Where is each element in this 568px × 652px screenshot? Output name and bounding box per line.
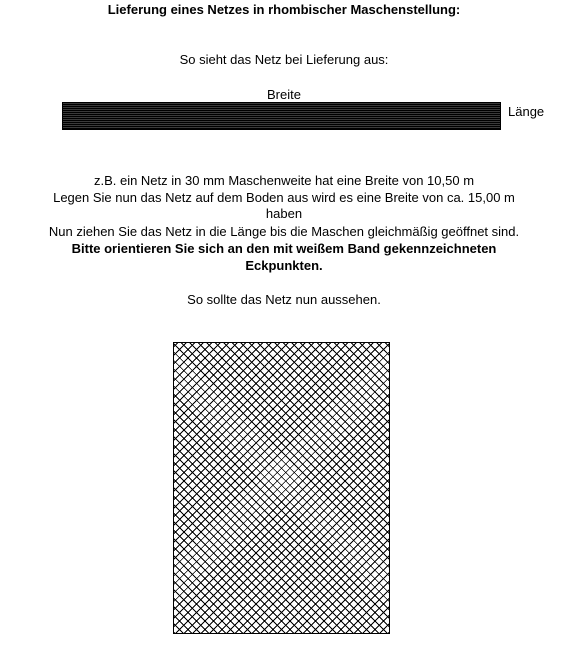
text-line-2a: Legen Sie nun das Netz auf dem Boden aus wird es eine Breite von ca. 15,00 m — [53, 190, 515, 205]
delivery-caption: So sieht das Netz bei Lieferung aus: — [179, 52, 389, 67]
length-label: Länge — [508, 104, 545, 119]
open-net-illustration — [173, 342, 390, 634]
page-title: Lieferung eines Netzes in rhombischer Maschenstellung: — [107, 2, 461, 17]
compressed-net-illustration — [62, 102, 501, 130]
text-line-2b: haben — [265, 206, 303, 221]
result-caption: So sollte das Netz nun aussehen. — [187, 292, 381, 307]
text-line-3: Nun ziehen Sie das Netz in die Länge bis die Maschen gleichmäßig geöffnet sind. — [48, 224, 520, 239]
text-line-1: z.B. ein Netz in 30 mm Maschenweite hat eine Breite von 10,50 m — [93, 173, 475, 188]
bold-instruction-1: Bitte orientieren Sie sich an den mit weißem Band gekennzeichneten — [71, 241, 497, 256]
width-label: Breite — [267, 87, 301, 102]
bold-instruction-2: Eckpunkten. — [245, 258, 323, 273]
